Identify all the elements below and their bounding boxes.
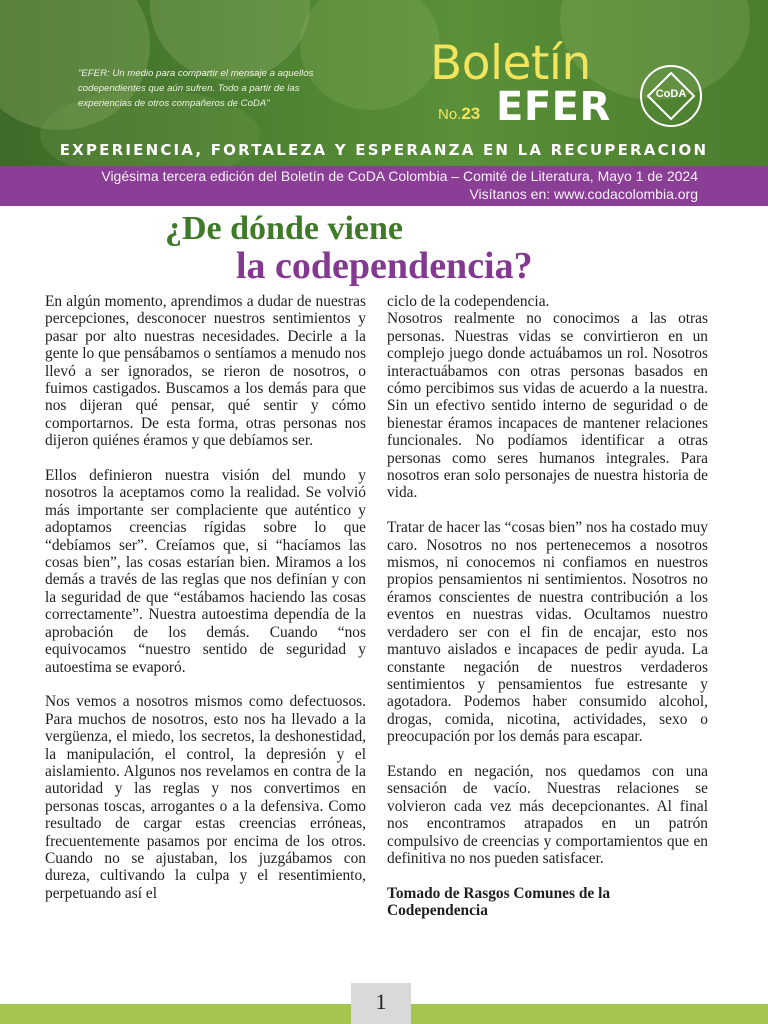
newsletter-title: Boletín <box>430 36 591 91</box>
article-paragraph: Nos vemos a nosotros mismos como defectuosos. Para muchos de nosotros, esto nos ha llevado a la vergüenza, el miedo, los secretos, la deshonestidad, la manipulación, el control, la depresión y el aislamiento. Algunos nos revelamos en contra de la autoridad y las reglas y nos convertimos en personas toscas, arrogantes o a la defensiva. Como resultado de cargar estas creencias erróneas, frecuentemente pasamos por encima de los otros. Cuando no se ajustaban, los juzgábamos con dureza, cultivando la culpa y el resentimiento, perpetuando así el <box>45 693 366 902</box>
edition-band <box>0 166 768 206</box>
issue-value: 23 <box>461 104 481 123</box>
article-paragraph-continuation: ciclo de la codependencia. <box>387 293 550 310</box>
article-column-left <box>45 293 366 902</box>
website-link[interactable]: Visítanos en: www.codacolombia.org <box>469 186 698 202</box>
header-tagline: "EFER: Un medio para compartir el mensaje a aquellos codependientes que aún sufren. Todo a partir de las experiencias de otros compañeros de CoDA" <box>78 68 314 109</box>
article-title-line1: ¿De dónde viene <box>165 210 403 247</box>
article-paragraph: Estando en negación, nos quedamos con una sensación de vacío. Nuestras relaciones se volvieron cada vez más decepcionantes. Al final nos encontramos atrapados en un patrón compulsivo de creencias y comportamientos que en definitiva no nos pueden satisfacer. <box>387 762 708 867</box>
article-title-line2: la codependencia? <box>236 245 533 287</box>
article-column-right <box>387 293 708 920</box>
issue-number <box>438 104 480 124</box>
article-paragraph: Ellos definieron nuestra visión del mundo y nosotros la aceptamos como la realidad. Se volvió más importante ser complaciente que auténtico y adoptamos creencias rígidas sobre lo que “debíamos ser”. Creíamos que, si “hacíamos las cosas bien”, las cosas estarían bien. Miramos a los demás a través de las reglas que nos definían y con la seguridad de que “estábamos haciendo las cosas correctamente”. Nuestra autoestima dependía de la aprobación de los demás. Cuando “nos equivocamos “nuestro sentido de seguridad y autoestima se evaporó. <box>45 467 366 676</box>
brand-name: EFER <box>496 84 611 130</box>
article-paragraph: Nosotros realmente no conocimos a las otras personas. Nuestras vidas se convirtieron en un complejo juego donde actuábamos un rol. Nosotros interactuábamos con otras personas basados en cómo percibimos sus vidas de acuerdo a la nuestra. Sin un efectivo sentido interno de seguridad o de bienestar éramos incapaces de mantener relaciones funcionales. No podíamos identificar a otras personas como seres humanos integrales. Para nosotros eran solo personajes de nuestra historia de vida. <box>387 310 708 502</box>
article-paragraph: En algún momento, aprendimos a dudar de nuestras percepciones, desconocer nuestros sentimientos y pasar por alto nuestras necesidades. Decirle a la gente lo que pensábamos o sentíamos a menudo nos llevó a ser ignorados, se rieron de nosotros, o fuimos castigados. Buscamos a los demás para que nos dijeran qué pensar, qué sentir y cómo comportarnos. De esta forma, otras personas nos dijeron quiénes éramos y que debíamos ser. <box>45 293 366 450</box>
page-number: 1 <box>351 983 411 1024</box>
header-subtitle: EXPERIENCIA, FORTALEZA Y ESPERANZA EN LA RECUPERACION <box>59 141 709 159</box>
issue-label: No. <box>438 106 462 123</box>
edition-info: Vigésima tercera edición del Boletín de CoDA Colombia – Comité de Literatura, Mayo 1 de 2024 <box>101 168 698 184</box>
coda-logo-text: CoDA <box>655 88 687 100</box>
article-credit: Tomado de Rasgos Comunes de la Codependencia <box>387 884 611 920</box>
article-paragraph: Tratar de hacer las “cosas bien” nos ha costado muy caro. Nosotros no nos pertenecemos a nosotros mismos, ni conocemos ni confiamos en nuestros propios pensamientos ni sentimientos. Nosotros no éramos conscientes de nuestra contribución a los eventos en nuestras vidas. Ocultamos nuestro verdadero ser con el fin de encajar, esto nos mantuvo aislados e incapaces de pedir ayuda. La constante negación de nuestros verdaderos sentimientos y pensamientos fue estresante y agotadora. Podemos haber consumido alcohol, drogas, comida, nicotina, actividades, sexo o preocupación por los demás para escapar. <box>387 519 708 746</box>
newsletter-header <box>0 0 768 166</box>
